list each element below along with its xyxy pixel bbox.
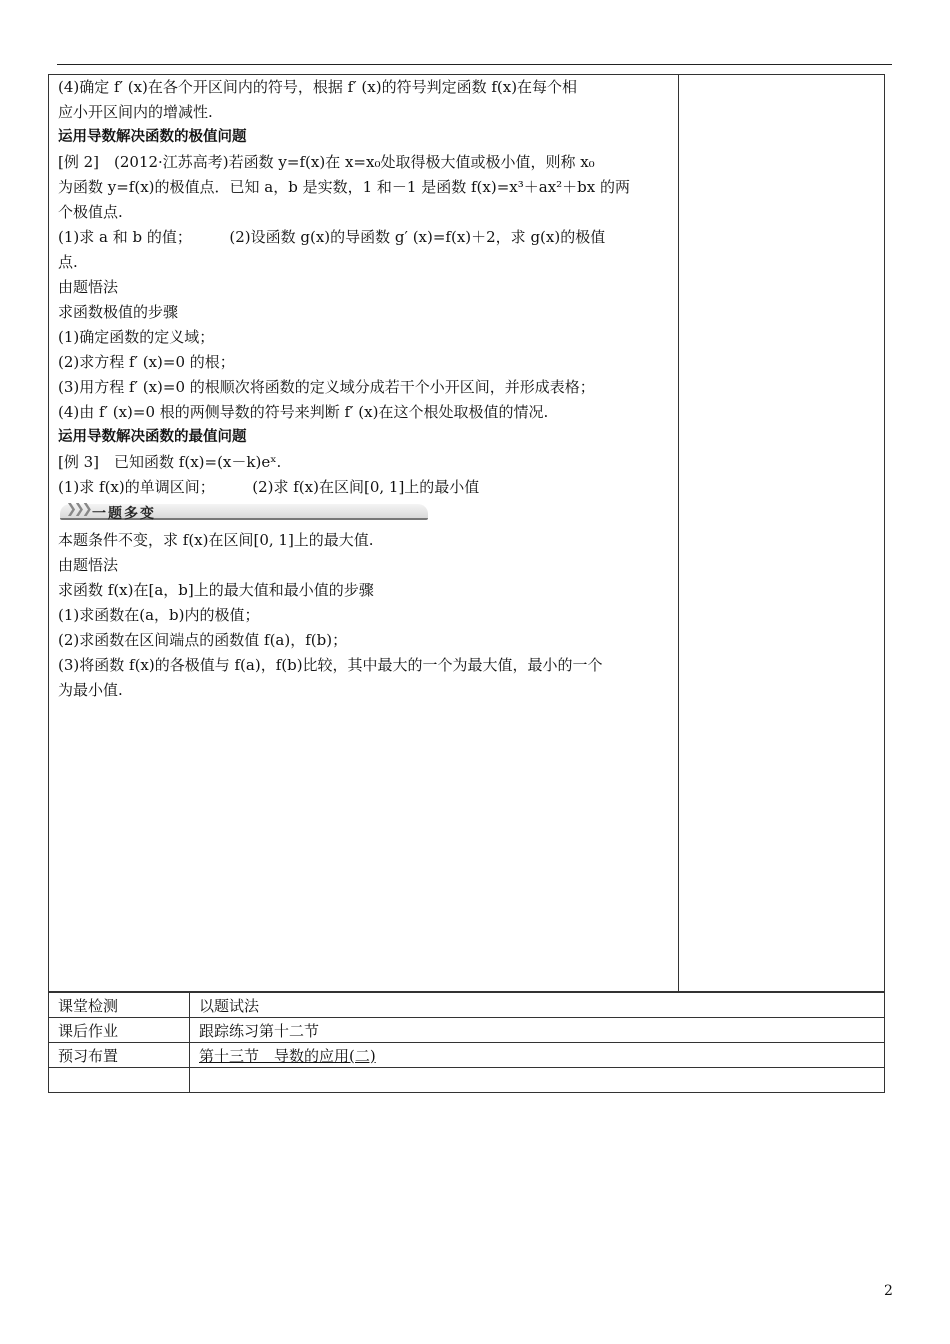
text-line: 个极值点.	[58, 203, 123, 221]
text-line: [例 2] (2012·江苏高考)若函数 y=f(x)在 x=x₀处取得极大值或极小值，则称 x₀	[58, 153, 595, 171]
text-line: (4)确定 f′ (x)在各个开区间内的符号，根据 f′ (x)的符号判定函数 f(x)在每个相	[58, 78, 578, 96]
row-label: 课堂检测	[49, 993, 190, 1018]
row-value	[190, 1068, 885, 1093]
text-line: 为函数 y=f(x)的极值点．已知 a，b 是实数，1 和－1 是函数 f(x)=x³＋ax²＋bx 的两	[58, 178, 631, 196]
text-line: (2)求方程 f′ (x)=0 的根；	[58, 353, 235, 371]
page-number: 2	[884, 1283, 893, 1299]
content-block-2	[58, 528, 668, 703]
banner-label: 一题多变	[92, 506, 156, 522]
row-value: 跟踪练习第十二节	[190, 1018, 885, 1043]
text-line: 为最小值.	[58, 681, 123, 699]
text-line: 求函数极值的步骤	[58, 303, 179, 321]
section-heading: 运用导数解决函数的最值问题	[58, 429, 247, 445]
text-line: (3)将函数 f(x)的各极值与 f(a)，f(b)比较，其中最大的一个为最大值，最小的一个	[58, 656, 603, 674]
text-line: (1)求 a 和 b 的值； (2)设函数 g(x)的导函数 g′ (x)=f(x)＋2，求 g(x)的极值	[58, 228, 606, 246]
text-line: (4)由 f′ (x)=0 根的两侧导数的符号来判断 f′ (x)在这个根处取极值的情况.	[58, 403, 549, 421]
table-row	[49, 1018, 885, 1043]
text-line: 本题条件不变，求 f(x)在区间[0, 1]上的最大值.	[58, 531, 374, 549]
table-row	[49, 1068, 885, 1093]
text-line: [例 3] 已知函数 f(x)=(x－k)eˣ.	[58, 453, 282, 471]
section-heading: 运用导数解决函数的极值问题	[58, 129, 247, 145]
row-value	[190, 1043, 885, 1068]
row-label: 课后作业	[49, 1018, 190, 1043]
footer-table	[48, 992, 885, 1093]
text-line: 由题悟法	[58, 556, 119, 574]
variation-banner	[60, 502, 428, 524]
row-value: 以题试法	[190, 993, 885, 1018]
text-line: (1)求 f(x)的单调区间； (2)求 f(x)在区间[0, 1]上的最小值	[58, 478, 480, 496]
lesson-content-cell	[49, 75, 679, 991]
content-block-1	[58, 75, 668, 500]
text-line: 点.	[58, 253, 78, 271]
text-line: (1)确定函数的定义域；	[58, 328, 215, 346]
text-line: (2)求函数在区间端点的函数值 f(a)，f(b)；	[58, 631, 348, 649]
text-line: 求函数 f(x)在[a，b]上的最大值和最小值的步骤	[58, 581, 374, 599]
row-label	[49, 1068, 190, 1093]
text-line: (1)求函数在(a，b)内的极值；	[58, 606, 260, 624]
notes-cell	[679, 75, 884, 991]
text-line: (3)用方程 f′ (x)=0 的根顺次将函数的定义域分成若干个小开区间，并形成表格；	[58, 378, 595, 396]
text-line: 应小开区间内的增减性.	[58, 103, 213, 121]
text-line: 由题悟法	[58, 278, 119, 296]
row-label: 预习布置	[49, 1043, 190, 1068]
preview-link-text: 第十三节 导数的应用(二)	[199, 1046, 376, 1065]
triple-chevron-icon: ❯❯❯	[66, 502, 90, 517]
lesson-table	[48, 74, 885, 992]
header-rule	[57, 64, 892, 65]
table-row	[49, 1043, 885, 1068]
table-row	[49, 993, 885, 1018]
